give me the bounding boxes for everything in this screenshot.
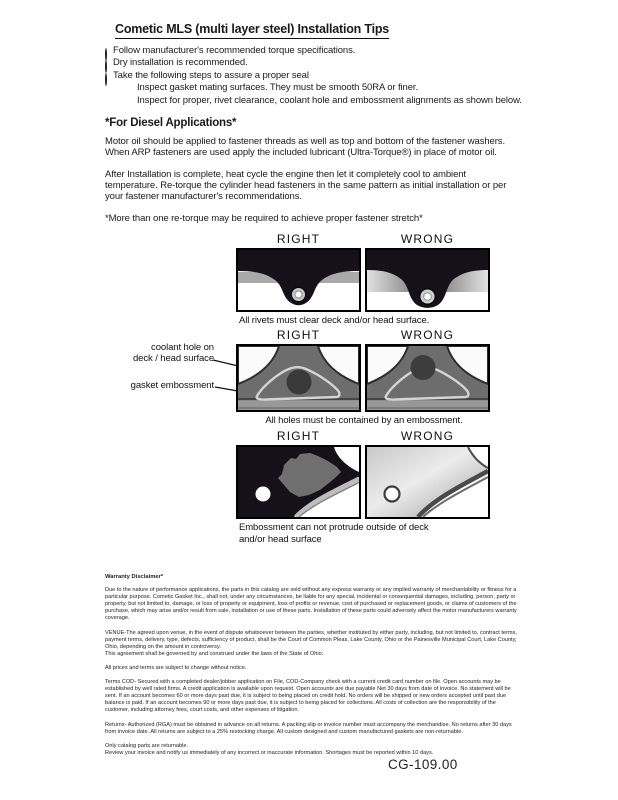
protrusion-wrong-svg [367, 447, 488, 517]
page-title: Cometic MLS (multi layer steel) Installation Tips [115, 22, 389, 39]
list-item [105, 45, 525, 57]
protrusion-right-svg [238, 447, 359, 517]
rivet-right-svg [238, 250, 359, 310]
wrong-label: WRONG [400, 429, 455, 443]
rivet-wrong-svg [367, 250, 488, 310]
bullet-text: Dry installation is recommended. [113, 57, 248, 69]
callout-coolant-hole: coolant hole on [151, 342, 214, 353]
right-label: RIGHT [276, 328, 321, 342]
list-item [105, 57, 525, 69]
hole-embossment-right-diagram [236, 344, 361, 412]
figure-panels [236, 344, 492, 412]
tips-bullet-list [105, 45, 525, 107]
list-item [105, 70, 525, 82]
hole-embossment-wrong-diagram [365, 344, 490, 412]
embossment-wrong-svg [367, 346, 488, 410]
bullet-text: Take the following steps to assure a proper seal [113, 69, 309, 81]
list-item [129, 82, 525, 94]
list-item [129, 95, 525, 107]
caption-line: Embossment can not protrude outside of deck [239, 522, 429, 533]
figure-headers [236, 232, 492, 246]
figure-embossment-protrusion [236, 429, 492, 545]
protrusion-right-diagram [236, 445, 361, 519]
callout-coolant-hole: deck / head surface [132, 352, 214, 364]
legal-paragraph: Terms COD- Secured with a completed dealer/jobber application on File, COD-Company check with a current credit card number on file. Open accounts may be established by well rated firms. A credit application is available upon request. Open accounts are due payable Net 30 days from date of invoice. No statement will be sent. If an account becomes 60 or more days past due, it is subject to being placed on credit hold. No orders will be shipped or new orders accepted until past due balance is paid. If an account becomes 90 or more days past due, it is subject to being placed for collections. All costs of collection are the responsibility of the customer, including attorney fees, court costs, and other expenses of litigation. [105, 679, 511, 714]
bullet-text: Inspect for proper, rivet clearance, coolant hole and embossment alignments as shown below. [137, 94, 522, 106]
figure-panels [236, 445, 492, 519]
figure-panels [236, 248, 492, 312]
bullet-text: Inspect gasket mating surfaces. They must be smooth 50RA or finer. [137, 82, 419, 94]
callout-gasket-embossment: gasket embossment [130, 380, 214, 391]
legal-paragraph: Due to the nature of performance applications, the parts in this catalog are sold without any express warranty or any implied warranty of merchantability or fitness for a particular purpose. Cometic Gasket Inc., shall not, under any circumstances, be liable for any special, incidental or consequential damages, including, person, party or property, but not limited to, damage, or loss of property or equipment, loss of profits or revenue, cost of purchased or replacement goods, or claims of customers of the purchase, which may arise and/or result from sale, installation or use of these parts. Installation of these parts could adversely affect the motor manufacturers warranty coverage. [105, 587, 517, 622]
rivet-clearance-right-diagram [236, 248, 361, 312]
figure-caption: All holes must be contained by an embossment. [265, 415, 463, 426]
open-bullet-icon [105, 61, 113, 73]
diesel-paragraph: After Installation is complete, heat cycle the engine then let it completely cool to ambient temperature. Re-torque the cylinder head fasteners in the same pattern as initial installation or per your fastener manufacturer's recommendations. [105, 169, 507, 202]
legal-paragraph: Returns- Authorized (RGA) must be obtained in advance on all returns. A packing slip or invoice number must accompany the merchandise. No returns after 30 days from invoice date. All returns are subject to a 25% restocking charge. All custom designed and custom manufactured gaskets are non-returnable. [105, 721, 512, 735]
legal-paragraph: Review your invoice and notify us immediately of any incorrect or inaccurate information. Shortages must be reported within 10 days. [105, 749, 434, 756]
wrong-label: WRONG [400, 328, 455, 342]
diesel-applications-section [105, 117, 513, 235]
figure-hole-embossment [236, 328, 492, 427]
open-bullet-icon [105, 74, 113, 86]
bullet-text: Follow manufacturer's recommended torque specifications. [113, 45, 356, 56]
right-label: RIGHT [276, 232, 321, 246]
embossment-right-svg [238, 346, 359, 410]
figure-headers [236, 429, 492, 443]
diesel-heading: *For Diesel Applications* [105, 117, 237, 129]
diesel-paragraph: Motor oil should be applied to fastener threads as well as top and bottom of the fastener washers. When ARP fasteners are used apply the included lubricant (Ultra-Torque®) in place of motor oil. [105, 136, 505, 158]
legal-paragraph: Only catalog parts are returnable. [105, 742, 189, 749]
figure-caption: All rivets must clear deck and/or head surface. [239, 315, 430, 326]
figure-caption [236, 522, 492, 545]
legal-paragraph: This agreement shall be governed by and construed under the laws of the State of Ohio. [105, 650, 324, 657]
wrong-label: WRONG [400, 232, 455, 246]
caption-line: and/or head surface [239, 533, 322, 545]
rivet-clearance-wrong-diagram [365, 248, 490, 312]
diesel-note: *More than one re-torque may be required to achieve proper fastener stretch* [105, 213, 423, 224]
right-label: RIGHT [276, 429, 321, 443]
page-code: CG-109.00 [388, 757, 458, 772]
protrusion-wrong-diagram [365, 445, 490, 519]
installation-tips-section [105, 20, 525, 107]
legal-paragraph: VENUE-The agreed upon venue, in the event of dispute whatsoever between the parties, whether instituted by either party, including, but not limited to, contract terms, payment terms, delivery, type, defects, sufficiency of product, shall be the Court of Common Pleas, Lake County, Ohio or the Painesville Municipal Court, Lake County, Ohio, depending on the amount in controversy. [105, 629, 517, 650]
figure-rivet-clearance [236, 232, 492, 327]
figure-headers [236, 328, 492, 342]
warranty-disclaimer-section [105, 574, 520, 764]
figure-callouts [104, 343, 214, 392]
legal-heading: Warranty Disclaimer* [105, 574, 164, 580]
legal-paragraph: All prices and terms are subject to change without notice. [105, 664, 247, 671]
